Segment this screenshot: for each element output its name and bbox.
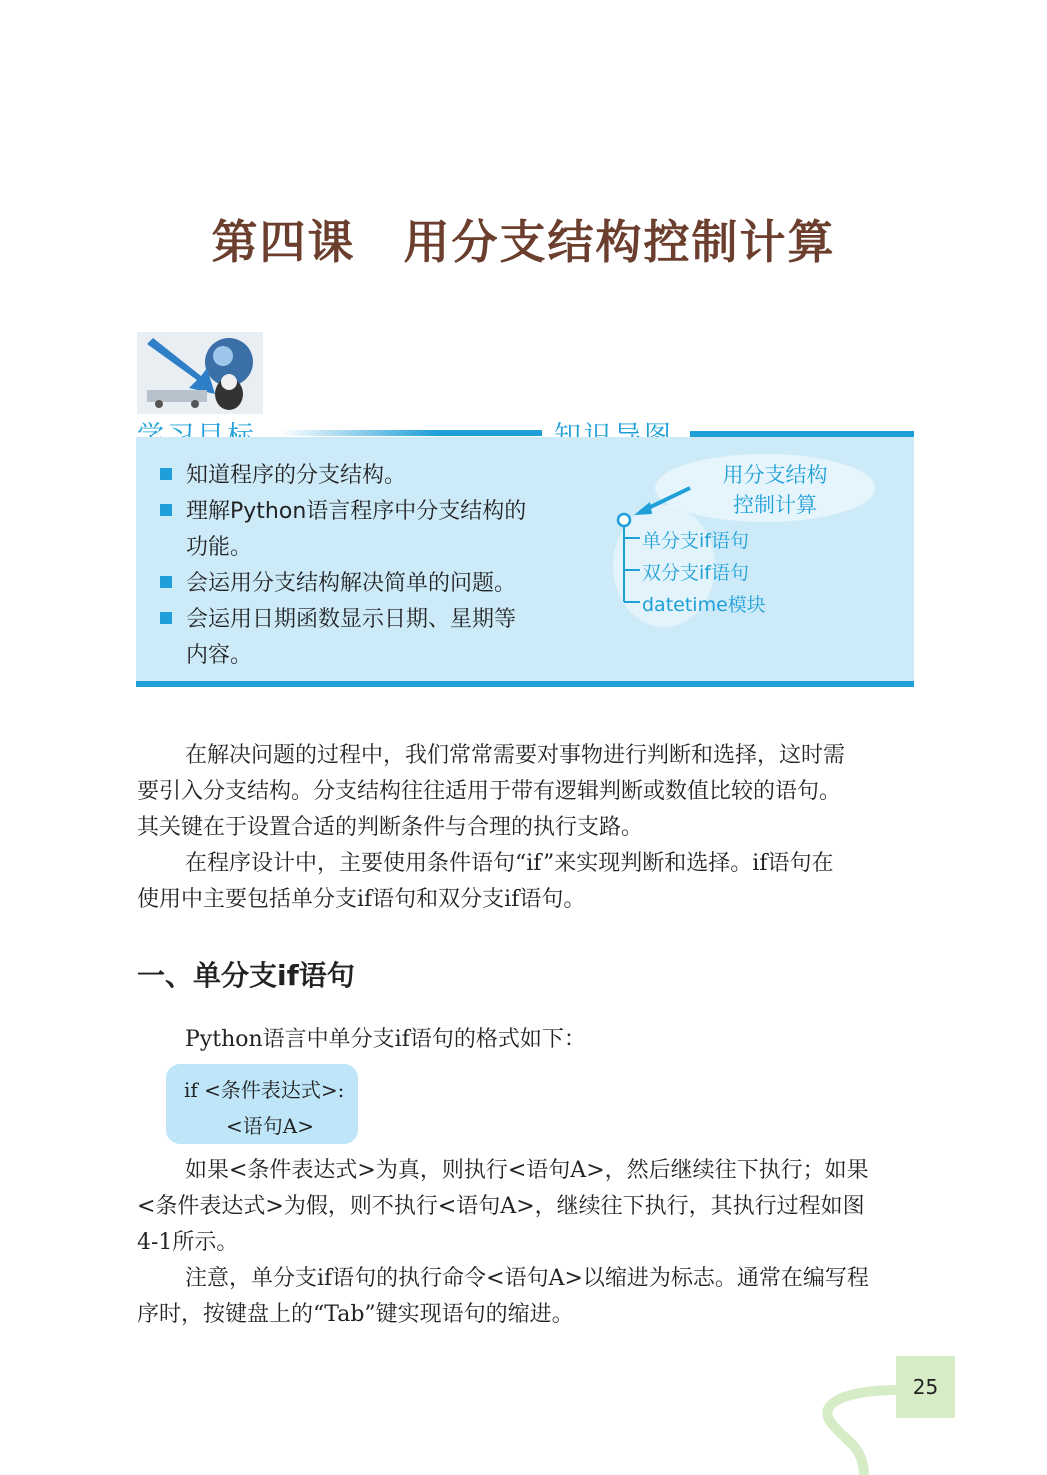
goal-item: 会运用分支结构解决简单的问题。 xyxy=(160,566,516,602)
map-branch: datetime模块 xyxy=(642,594,766,616)
lesson-title: 第四课 用分支结构控制计算 xyxy=(211,215,836,269)
intro-paragraph: 在解决问题的过程中，我们常常需要对事物进行判断和选择，这时需 要引入分支结构。分支结构往往适用于带有逻辑判断或数值比较的语句。 其关键在于设置合适的判断条件与合理的执行支路。 xyxy=(137,743,846,840)
square-bullet-icon xyxy=(160,504,172,516)
map-branch: 双分支if语句 xyxy=(642,562,749,584)
heading-rule xyxy=(280,430,542,436)
info-box-rule xyxy=(136,681,914,687)
code-line: if <条件表达式>: xyxy=(184,1078,345,1102)
goal-item: 会运用日期函数显示日期、星期等 内容。 xyxy=(160,602,516,674)
explain-paragraph: 如果<条件表达式>为真，则执行<语句A>，然后继续往下执行；如果 <条件表达式>为假，则不执行<语句A>，继续往下执行，其执行过程如图 4-1所示。 xyxy=(137,1158,869,1255)
globe-arrow-illustration xyxy=(137,332,263,414)
square-bullet-icon xyxy=(160,612,172,624)
format-intro: Python语言中单分支if语句的格式如下： xyxy=(185,1027,586,1052)
map-branch: 单分支if语句 xyxy=(642,530,749,552)
section-heading: 一、单分支if语句 xyxy=(137,959,355,992)
code-line: <语句A> xyxy=(226,1114,314,1138)
map-center-label: 用分支结构 控制计算 xyxy=(722,463,828,517)
page-number: 25 xyxy=(912,1375,939,1399)
square-bullet-icon xyxy=(160,576,172,588)
explain-paragraph: 注意，单分支if语句的执行命令<语句A>以缩进为标志。通常在编写程 序时，按键盘上的“Tab”键实现语句的缩进。 xyxy=(137,1266,869,1327)
goal-item: 理解Python语言程序中分支结构的 功能。 xyxy=(160,494,526,566)
intro-paragraph: 在程序设计中，主要使用条件语句“if”来实现判断和选择。if语句在 使用中主要包括单分支if语句和双分支if语句。 xyxy=(137,851,834,912)
goal-item: 知道程序的分支结构。 xyxy=(160,458,406,494)
square-bullet-icon xyxy=(160,468,172,480)
